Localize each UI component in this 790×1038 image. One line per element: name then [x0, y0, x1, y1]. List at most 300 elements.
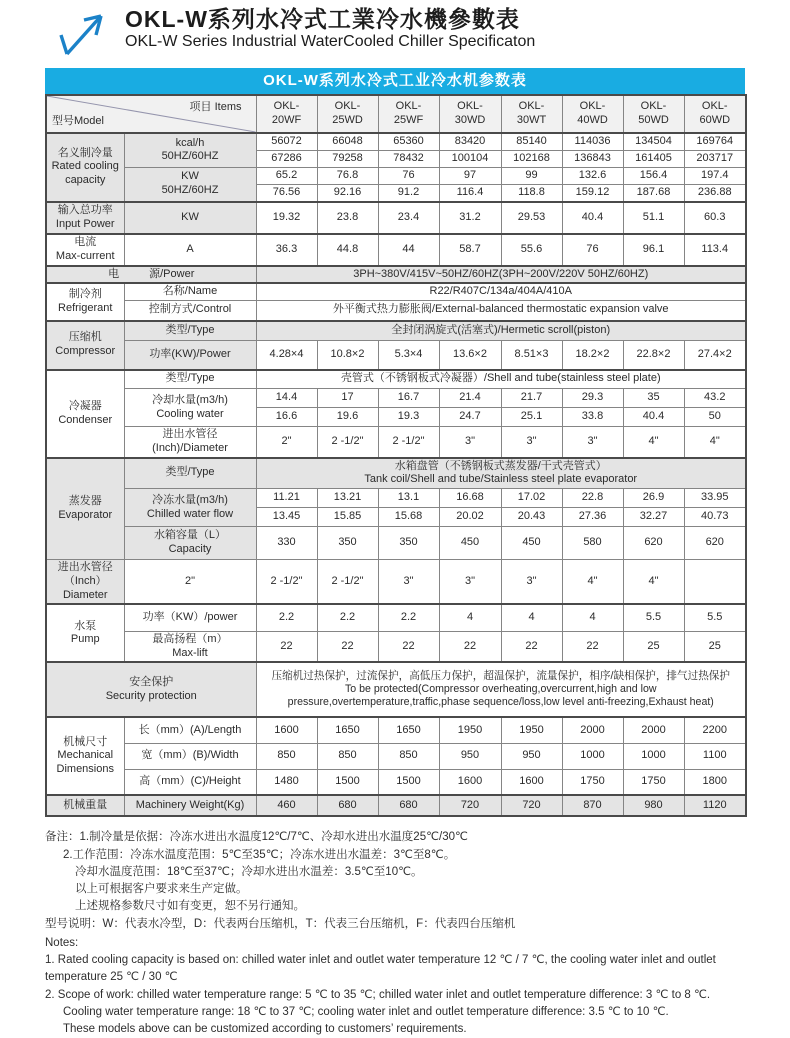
unit-line: 50HZ/60HZ: [161, 150, 219, 163]
spec-cell: 60.3: [684, 202, 746, 234]
spec-cell: 2": [124, 560, 256, 605]
doc-titles: [125, 6, 535, 52]
spec-cell: 17: [317, 389, 378, 408]
spec-cell: 114036: [562, 133, 623, 150]
item-label: [124, 489, 256, 527]
table-row: [46, 527, 746, 560]
spec-cell: 1750: [623, 769, 684, 795]
note-line: 2. Scope of work: chilled water temperature range: 5 ℃ to 35 ℃; chilled water inlet and outlet temperature difference: 3 ℃ to 8 ℃.: [45, 988, 711, 1001]
spec-cell: 197.4: [684, 167, 746, 184]
spec-cell: 1000: [623, 743, 684, 769]
spec-cell: 850: [378, 743, 439, 769]
spec-cell: 1000: [562, 743, 623, 769]
spec-cell: 76: [562, 234, 623, 266]
spec-cell: 460: [256, 795, 317, 816]
spec-cell: 26.9: [623, 489, 684, 508]
table-row: [46, 489, 746, 508]
spec-cell: 65.2: [256, 167, 317, 184]
security-text-en: To be protected(Compressor overheating,overcurrent,high and low pressure,overtemperature,traffic,phase sequence/loss,low level anti-freezing,Exhaust heat): [287, 683, 714, 709]
note-line: 以上可根据客户要求来生产定做。: [75, 883, 248, 895]
item-label: 控制方式/Control: [124, 301, 256, 321]
label-zh: 压缩机: [68, 331, 102, 344]
note-line: 2.工作范围：冷冻水温度范围：5℃至35℃；冷冻水进出水温差：3℃至8℃。: [63, 848, 456, 861]
table-row: [46, 604, 746, 631]
spec-cell: 25.1: [501, 408, 562, 427]
spec-cell: 83420: [439, 133, 501, 150]
model-code: 30WT: [516, 114, 547, 126]
unit-line: 进出水管径（Inch）: [57, 561, 113, 587]
label-en: Pump: [70, 633, 100, 646]
spec-cell: 132.6: [562, 167, 623, 184]
spec-cell: 40.4: [623, 408, 684, 427]
spec-cell: 22.8×2: [623, 341, 684, 370]
model-column-header: [439, 95, 501, 133]
unit-line: (Inch)/Diameter: [152, 441, 228, 454]
unit-line: 最高扬程（m）: [152, 632, 228, 645]
spec-cell: 118.8: [501, 184, 562, 201]
spec-cell: 97: [439, 167, 501, 184]
table-row: [46, 266, 746, 284]
item-label: KW: [124, 202, 256, 234]
spec-cell: 78432: [378, 150, 439, 167]
refrigerant-name-value: R22/R407C/134a/404A/410A: [256, 283, 746, 300]
spec-cell: 2.2: [317, 604, 378, 631]
spec-cell: 113.4: [684, 234, 746, 266]
spec-cell: 450: [501, 527, 562, 560]
table-row: [46, 743, 746, 769]
spec-cell: 99: [501, 167, 562, 184]
spec-cell: 159.12: [562, 184, 623, 201]
model-prefix: OKL-: [395, 100, 422, 113]
unit-line: Diameter: [62, 588, 108, 601]
spec-cell: 22: [378, 631, 439, 662]
label-zh: 电流: [74, 235, 97, 248]
spec-cell: 169764: [684, 133, 746, 150]
spec-cell: 2000: [623, 717, 684, 743]
note-line: 备注：1.制冷量是依据：冷冻水进出水温度12℃/7℃、冷却水进出水温度25℃/30℃: [45, 831, 468, 844]
spec-cell: 2200: [684, 717, 746, 743]
type-line-en: Tank coil/Shell and tube/Stainless steel plate evaporator: [364, 473, 638, 486]
item-label: 长（mm）(A)/Length: [124, 717, 256, 743]
spec-cell: 22.8: [562, 489, 623, 508]
spec-cell: 15.68: [378, 508, 439, 527]
table-row: [46, 321, 746, 341]
power-supply-value: 3PH~380V/415V~50HZ/60HZ(3PH~200V/220V 50HZ/60HZ): [256, 266, 746, 284]
spec-cell: 3": [378, 560, 439, 605]
label-en: Max-current: [55, 249, 115, 262]
item-label: 名称/Name: [124, 283, 256, 300]
evaporator-type-value: [256, 458, 746, 489]
spec-cell: 76.8: [317, 167, 378, 184]
table-row: [46, 389, 746, 408]
section-label-cooling: [46, 133, 124, 202]
note-line: 上述规格参数尺寸如有变更，恕不另行通知。: [75, 900, 305, 913]
label-zh: 安全保护: [129, 676, 174, 688]
spec-cell: 85140: [501, 133, 562, 150]
table-row: [46, 133, 746, 150]
spec-cell: 13.6×2: [439, 341, 501, 370]
label-zh: 水泵: [74, 619, 97, 632]
doc-header: [57, 6, 745, 58]
section-label-evaporator: [46, 458, 124, 560]
spec-cell: 27.4×2: [684, 341, 746, 370]
spec-cell: 10.8×2: [317, 341, 378, 370]
spec-cell: 3": [439, 427, 501, 458]
spec-cell: 2.2: [256, 604, 317, 631]
model-prefix: OKL-: [334, 100, 361, 113]
table-row: [46, 283, 746, 300]
spec-cell: 4": [623, 560, 684, 605]
spec-cell: 40.73: [684, 508, 746, 527]
unit-line: 50HZ/60HZ: [161, 184, 219, 197]
spec-cell: 1100: [684, 743, 746, 769]
notes-en-block: [45, 935, 765, 1038]
section-label-refrigerant: [46, 283, 124, 320]
table-row: [46, 167, 746, 184]
table-row: [46, 769, 746, 795]
spec-cell: 5.5: [684, 604, 746, 631]
spec-cell: 1500: [378, 769, 439, 795]
spec-cell: 4": [562, 560, 623, 605]
spec-cell: 29.3: [562, 389, 623, 408]
spec-cell: 1950: [501, 717, 562, 743]
spec-cell: 580: [562, 527, 623, 560]
spec-cell: 65360: [378, 133, 439, 150]
spec-cell: 2 -1/2": [378, 427, 439, 458]
spec-cell: 79258: [317, 150, 378, 167]
notes-block: [45, 829, 765, 1038]
brand-arrow-icon: [57, 8, 109, 58]
spec-cell: 13.1: [378, 489, 439, 508]
spec-cell: 950: [501, 743, 562, 769]
item-label: [46, 560, 124, 605]
spec-cell: 33.95: [684, 489, 746, 508]
section-label-condenser: [46, 370, 124, 458]
model-prefix: OKL-: [701, 100, 728, 113]
item-label: 高（mm）(C)/Height: [124, 769, 256, 795]
spec-cell: 680: [317, 795, 378, 816]
spec-cell: 55.6: [501, 234, 562, 266]
item-label: 功率（KW）/power: [124, 604, 256, 631]
spec-cell: 1600: [439, 769, 501, 795]
label-en: Refrigerant: [58, 301, 113, 314]
model-code: 40WD: [577, 114, 608, 126]
spec-cell: 4.28×4: [256, 341, 317, 370]
note-line: Cooling water temperature range: 18 ℃ to 37 ℃; cooling water inlet and outlet temperature difference: 3.5 ℃ to 10 ℃.: [63, 1005, 669, 1018]
note-line: 1. Rated cooling capacity is based on: chilled water inlet and outlet water temperature 12 ℃ / 7 ℃, the cooling water inlet and outlet temperature 25 ℃ / 30 ℃: [45, 954, 716, 984]
corner-model-label: 型号Model: [52, 115, 104, 128]
condenser-type-value: 壳管式（不锈钢板式冷凝器）/Shell and tube(stainless steel plate): [256, 370, 746, 389]
spec-cell: 3": [439, 560, 501, 605]
unit-line: 冷却水量(m3/h): [152, 393, 228, 406]
section-label-input-power: [46, 202, 124, 234]
section-label-dimensions: [46, 717, 124, 795]
spec-cell: 56072: [256, 133, 317, 150]
spec-cell: 3": [501, 427, 562, 458]
spec-cell: 1120: [684, 795, 746, 816]
spec-cell: 136843: [562, 150, 623, 167]
spec-cell: 8.51×3: [501, 341, 562, 370]
spec-cell: 2.2: [378, 604, 439, 631]
spec-cell: 2 -1/2": [317, 427, 378, 458]
spec-cell: 102168: [501, 150, 562, 167]
spec-cell: 187.68: [623, 184, 684, 201]
spec-cell: 76: [378, 167, 439, 184]
label-en: 源/Power: [149, 267, 195, 280]
section-label-pump: [46, 604, 124, 662]
spec-cell: 51.1: [623, 202, 684, 234]
unit-line: kcal/h: [175, 136, 205, 149]
spec-cell: 11.21: [256, 489, 317, 508]
label-zh: 电: [108, 267, 120, 280]
item-label: [124, 427, 256, 458]
spec-cell: 22: [317, 631, 378, 662]
compressor-type-value: 全封闭涡旋式(活塞式)/Hermetic scroll(piston): [256, 321, 746, 341]
spec-cell: 40.4: [562, 202, 623, 234]
spec-cell: 27.36: [562, 508, 623, 527]
spec-cell: 20.02: [439, 508, 501, 527]
spec-cell: 3": [562, 427, 623, 458]
spec-cell: 720: [501, 795, 562, 816]
corner-cell: [46, 95, 256, 133]
model-column-header: [501, 95, 562, 133]
spec-cell: 21.7: [501, 389, 562, 408]
spec-cell: 1650: [317, 717, 378, 743]
spec-cell: 870: [562, 795, 623, 816]
label-en: Input Power: [55, 217, 115, 230]
spec-cell: 330: [256, 527, 317, 560]
label-zh: 制冷剂: [68, 288, 102, 301]
spec-cell: 236.88: [684, 184, 746, 201]
section-label-max-current: [46, 234, 124, 266]
model-code: 60WD: [699, 114, 731, 126]
spec-cell: 1750: [562, 769, 623, 795]
model-code: 25WF: [393, 114, 424, 126]
doc-title-zh: OKL-W系列水冷式工業冷水機參數表: [125, 6, 520, 32]
spec-cell: 16.7: [378, 389, 439, 408]
item-label: 类型/Type: [124, 370, 256, 389]
spec-cell: 43.2: [684, 389, 746, 408]
model-code: 25WD: [332, 114, 363, 126]
spec-cell: 1950: [439, 717, 501, 743]
label-zh: 冷凝器: [68, 399, 102, 412]
spec-cell: 91.2: [378, 184, 439, 201]
table-row: [46, 560, 746, 605]
spec-cell: 4: [562, 604, 623, 631]
spec-cell: 32.27: [623, 508, 684, 527]
table-header-row: [46, 95, 746, 133]
item-label: 类型/Type: [124, 321, 256, 341]
spec-cell: 2 -1/2": [256, 560, 317, 605]
doc-title-en: OKL-W Series Industrial WaterCooled Chiller Specificaton: [125, 33, 536, 51]
spec-cell: 116.4: [439, 184, 501, 201]
spec-cell: 1650: [378, 717, 439, 743]
unit-line: 冷冻水量(m3/h): [152, 493, 228, 506]
corner-items-label: 项目 Items: [189, 101, 242, 113]
spec-cell: 1800: [684, 769, 746, 795]
spec-cell: 25: [623, 631, 684, 662]
spec-cell: 14.4: [256, 389, 317, 408]
unit-line: Chilled water flow: [146, 507, 234, 520]
note-line: These models above can be customized according to customers’ requirements.: [63, 1023, 467, 1035]
spec-cell: 203717: [684, 150, 746, 167]
spec-cell: 2 -1/2": [317, 560, 378, 605]
note-line: 冷却水温度范围：18℃至37℃；冷却水进出水温差：3.5℃至10℃。: [75, 865, 423, 878]
note-line: Notes:: [45, 936, 79, 949]
spec-cell: 44: [378, 234, 439, 266]
item-label: 宽（mm）(B)/Width: [124, 743, 256, 769]
model-prefix: OKL-: [457, 100, 483, 113]
unit-line: KW: [181, 170, 199, 183]
spec-cell: 22: [562, 631, 623, 662]
model-column-header: [378, 95, 439, 133]
spec-cell: 5.3×4: [378, 341, 439, 370]
spec-cell: 22: [439, 631, 501, 662]
spec-cell: 156.4: [623, 167, 684, 184]
spec-cell: 3": [501, 560, 562, 605]
spec-cell: 620: [684, 527, 746, 560]
spec-cell: 22: [256, 631, 317, 662]
spec-cell: 23.4: [378, 202, 439, 234]
spec-cell: 76.56: [256, 184, 317, 201]
spec-cell: 100104: [439, 150, 501, 167]
item-label: Machinery Weight(Kg): [124, 795, 256, 816]
item-label: 功率(KW)/Power: [124, 341, 256, 370]
spec-cell: 33.8: [562, 408, 623, 427]
spec-cell: 450: [439, 527, 501, 560]
table-row: [46, 234, 746, 266]
spec-cell: 680: [378, 795, 439, 816]
spec-cell: 950: [439, 743, 501, 769]
table-banner-title: OKL-W系列水冷式工业冷水机参数表: [45, 68, 745, 94]
spec-cell: 5.5: [623, 604, 684, 631]
spec-cell: 31.2: [439, 202, 501, 234]
spec-cell: 4: [501, 604, 562, 631]
spec-cell: 1600: [501, 769, 562, 795]
spec-cell: 25: [684, 631, 746, 662]
spec-cell: 1600: [256, 717, 317, 743]
spec-cell: 13.21: [317, 489, 378, 508]
spec-cell: 4": [684, 427, 746, 458]
table-row: [46, 662, 746, 717]
spec-cell: 96.1: [623, 234, 684, 266]
table-row: [46, 427, 746, 458]
refrigerant-control-value: 外平衡式热力膨胀阀/External-balanced thermostatic expansion valve: [256, 301, 746, 321]
table-row: [46, 717, 746, 743]
table-row: [46, 795, 746, 816]
item-label: 类型/Type: [124, 458, 256, 489]
page: [45, 0, 745, 1038]
spec-cell: 19.6: [317, 408, 378, 427]
table-row: [46, 301, 746, 321]
spec-cell: 29.53: [501, 202, 562, 234]
spec-cell: 17.02: [501, 489, 562, 508]
unit-line: Max-lift: [172, 646, 208, 659]
spec-cell: 850: [317, 743, 378, 769]
spec-cell: 1500: [317, 769, 378, 795]
spec-table: [45, 94, 747, 817]
spec-cell: 20.43: [501, 508, 562, 527]
spec-cell: 19.3: [378, 408, 439, 427]
label-zh: 名义制冷量: [57, 146, 113, 159]
item-label: [124, 631, 256, 662]
model-column-header: [317, 95, 378, 133]
table-row: [46, 202, 746, 234]
model-legend-line: 型号说明：W：代表水冷型，D：代表两台压缩机，T：代表三台压缩机，F：代表四台压缩机: [45, 917, 516, 930]
section-label-power-supply: [46, 266, 256, 284]
spec-cell: 22: [501, 631, 562, 662]
spec-cell: 4": [623, 427, 684, 458]
spec-cell: 36.3: [256, 234, 317, 266]
unit-line: 水箱容量（L）: [153, 529, 227, 542]
spec-cell: 350: [317, 527, 378, 560]
table-row: [46, 458, 746, 489]
label-en: Condenser: [58, 413, 113, 426]
model-code: 30WD: [454, 114, 486, 126]
spec-cell: 24.7: [439, 408, 501, 427]
spec-cell: 23.8: [317, 202, 378, 234]
unit-line: Capacity: [168, 543, 212, 555]
spec-cell: 18.2×2: [562, 341, 623, 370]
model-column-header: [684, 95, 746, 133]
spec-cell: 161405: [623, 150, 684, 167]
label-zh: 输入总功率: [57, 203, 113, 216]
section-label-weight: 机械重量: [46, 795, 124, 816]
label-zh: 蒸发器: [68, 495, 102, 507]
spec-cell: 16.68: [439, 489, 501, 508]
label-en: Evaporator: [58, 508, 113, 521]
section-label-compressor: [46, 321, 124, 370]
section-label-security: [46, 662, 256, 717]
model-column-header: [256, 95, 317, 133]
spec-cell: 58.7: [439, 234, 501, 266]
model-prefix: OKL-: [579, 100, 606, 113]
spec-cell: 35: [623, 389, 684, 408]
label-zh: 机械尺寸: [63, 735, 108, 748]
spec-cell: 850: [256, 743, 317, 769]
table-row: [46, 341, 746, 370]
spec-cell: 980: [623, 795, 684, 816]
spec-cell: 50: [684, 408, 746, 427]
item-label: [124, 167, 256, 201]
label-en: Mechanical Dimensions: [56, 749, 114, 776]
spec-cell: 134504: [623, 133, 684, 150]
security-protection-text: [256, 662, 746, 717]
model-prefix: OKL-: [273, 100, 300, 113]
unit-line: Cooling water: [156, 407, 224, 420]
table-row: [46, 370, 746, 389]
spec-cell: 720: [439, 795, 501, 816]
security-text-zh: 压缩机过热保护，过流保护，高低压力保护，超温保护，流量保护，相序/缺相保护，排气过热保护: [271, 669, 730, 682]
label-en: Rated cooling capacity: [51, 160, 119, 187]
unit-line: 进出水管径: [162, 428, 218, 440]
spec-cell: 2": [256, 427, 317, 458]
spec-cell: 66048: [317, 133, 378, 150]
model-prefix: OKL-: [518, 100, 545, 113]
item-label: [124, 389, 256, 427]
label-en: Compressor: [55, 345, 116, 357]
spec-cell: 15.85: [317, 508, 378, 527]
model-code: 50WD: [638, 114, 669, 126]
model-column-header: [623, 95, 684, 133]
spec-cell: 350: [378, 527, 439, 560]
table-row: [46, 631, 746, 662]
spec-cell: 44.8: [317, 234, 378, 266]
label-en: Security protection: [105, 689, 197, 702]
item-label: [124, 133, 256, 167]
spec-cell: 4: [439, 604, 501, 631]
spec-cell: 92.16: [317, 184, 378, 201]
